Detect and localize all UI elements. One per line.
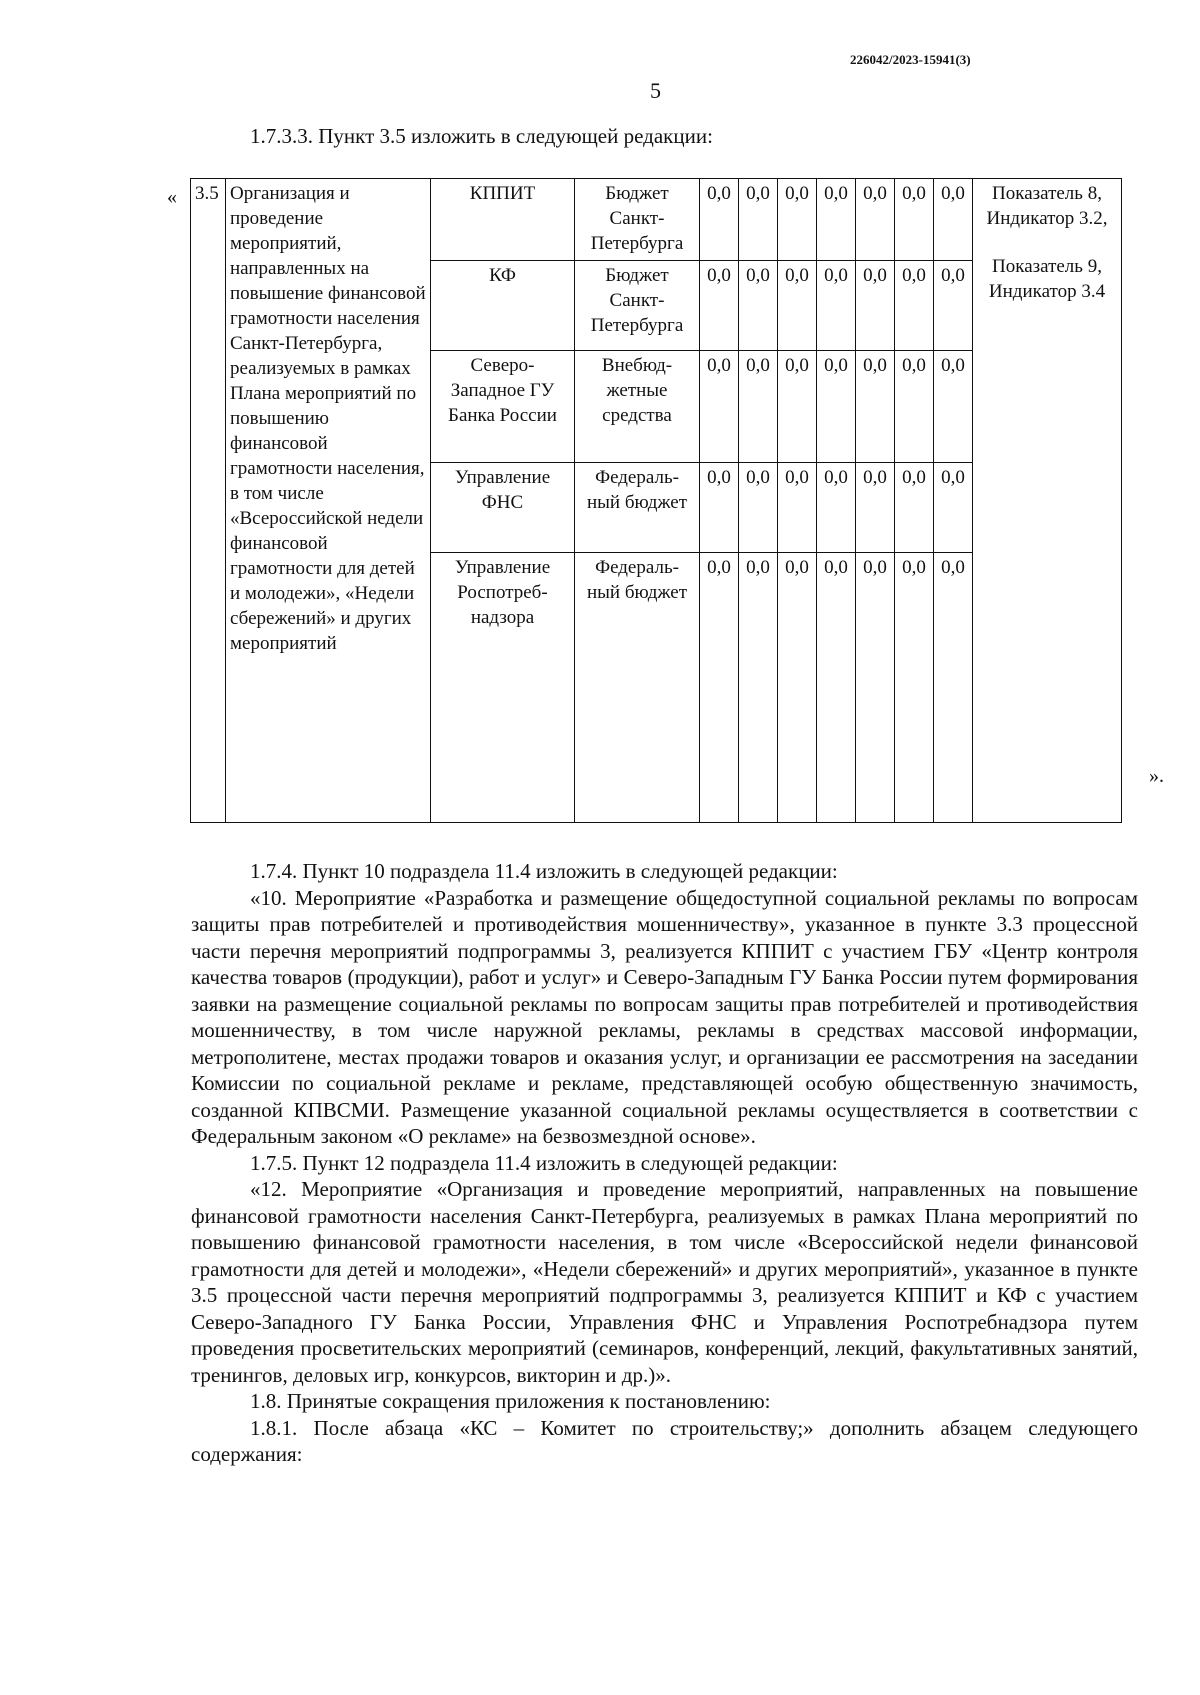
value-cell: 0,0 — [934, 553, 973, 823]
source-cell: Федераль-ный бюджет — [575, 463, 700, 553]
value-cell: 0,0 — [934, 261, 973, 351]
executor-cell: Управление ФНС — [431, 463, 575, 553]
value-cell: 0,0 — [895, 261, 934, 351]
activity-table — [190, 178, 1122, 823]
value-cell: 0,0 — [856, 179, 895, 261]
document-body — [191, 858, 1138, 1468]
close-quote: ». — [1149, 765, 1164, 787]
value-cell: 0,0 — [778, 463, 817, 553]
executor-cell: Управление Роспотреб-надзора — [431, 553, 575, 823]
value-cell: 0,0 — [856, 463, 895, 553]
value-cell: 0,0 — [934, 179, 973, 261]
source-cell: Бюджет Санкт-Петербурга — [575, 179, 700, 261]
page-number: 5 — [650, 78, 661, 103]
value-cell: 0,0 — [817, 261, 856, 351]
indicator-second: Показатель 9, Индикатор 3.4 — [988, 256, 1106, 302]
paragraph-1-8: 1.8. Принятые сокращения приложения к постановлению: — [250, 1389, 771, 1413]
value-cell: 0,0 — [778, 351, 817, 463]
value-cell: 0,0 — [934, 351, 973, 463]
value-cell: 0,0 — [739, 463, 778, 553]
value-cell: 0,0 — [895, 351, 934, 463]
executor-cell: Северо-Западное ГУ Банка России — [431, 351, 575, 463]
value-cell: 0,0 — [700, 261, 739, 351]
source-cell: Бюджет Санкт-Петербурга — [575, 261, 700, 351]
executor-cell: КППИТ — [431, 179, 575, 261]
value-cell: 0,0 — [739, 553, 778, 823]
value-cell: 0,0 — [778, 553, 817, 823]
indicators-cell — [973, 179, 1122, 823]
value-cell: 0,0 — [895, 553, 934, 823]
value-cell: 0,0 — [817, 351, 856, 463]
paragraph-1-8-1: 1.8.1. После абзаца «КС – Комитет по строительству;» дополнить абзацем следующего содержания: — [191, 1415, 1138, 1466]
value-cell: 0,0 — [739, 351, 778, 463]
value-cell: 0,0 — [856, 261, 895, 351]
value-cell: 0,0 — [700, 179, 739, 261]
value-cell: 0,0 — [700, 351, 739, 463]
value-cell: 0,0 — [856, 351, 895, 463]
table-row — [191, 179, 1122, 261]
open-quote: « — [167, 186, 177, 208]
indicator-first: Показатель 8, Индикатор 3.2, — [986, 183, 1108, 229]
value-cell: 0,0 — [778, 179, 817, 261]
value-cell: 0,0 — [934, 463, 973, 553]
source-cell: Федераль-ный бюджет — [575, 553, 700, 823]
value-cell: 0,0 — [817, 179, 856, 261]
document-id: 226042/2023-15941(3) — [850, 52, 971, 67]
value-cell: 0,0 — [817, 553, 856, 823]
value-cell: 0,0 — [856, 553, 895, 823]
value-cell: 0,0 — [700, 553, 739, 823]
value-cell: 0,0 — [700, 463, 739, 553]
value-cell: 0,0 — [895, 179, 934, 261]
paragraph-item-10: «10. Мероприятие «Разработка и размещение общедоступной социальной рекламы по вопросам защиты прав потребителей и противодействия мошенничеству», указанное в пункте 3.3 процессной части перечня мероприятий подпрограммы 3, реализуется КППИТ с участием ГБУ «Центр контроля качества товаров (продукции), работ и услуг» и Северо-Западным ГУ Банка России путем формирования заявки на размещение социальной рекламы по вопросам защиты прав потребителей и противодействия мошенничеству, в том числе наружной рекламы, рекламы в средствах массовой информации, метрополитене, местах продажи товаров и оказания услуг, и организации ее рассмотрения на заседании Комиссии по социальной рекламе и рекламе, представляющей особую общественную значимость, созданной КПВСМИ. Размещение указанной социальной рекламы осуществляется в соответствии с Федеральным законом «О рекламе» на безвозмездной основе». — [191, 885, 1138, 1148]
executor-cell: КФ — [431, 261, 575, 351]
section-heading: 1.7.3.3. Пункт 3.5 изложить в следующей редакции: — [250, 124, 713, 148]
paragraph-1-7-4: 1.7.4. Пункт 10 подраздела 11.4 изложить в следующей редакции: — [250, 859, 838, 883]
paragraph-1-7-5: 1.7.5. Пункт 12 подраздела 11.4 изложить в следующей редакции: — [250, 1150, 838, 1175]
value-cell: 0,0 — [895, 463, 934, 553]
item-number: 3.5 — [191, 179, 226, 823]
paragraph-item-12: «12. Мероприятие «Организация и проведение мероприятий, направленных на повышение финансовой грамотности населения Санкт-Петербурга, реализуемых в рамках Плана мероприятий по повышению финансовой грамотности населения, в том числе «Всероссийской недели финансовой грамотности для детей и молодежи», «Недели сбережений» и других мероприятий», указанное в пункте 3.5 процессной части перечня мероприятий подпрограммы 3, реализуется КППИТ и КФ с участием Северо-Западного ГУ Банка России, Управления ФНС и Управления Роспотребнадзора путем проведения просветительских мероприятий (семинаров, конференций, лекций, факультативных занятий, тренингов, деловых игр, конкурсов, викторин и др.)». — [191, 1177, 1138, 1387]
source-cell: Внебюд-жетные средства — [575, 351, 700, 463]
item-name: Организация и проведение мероприятий, направленных на повышение финансовой грамотности населения Санкт-Петербурга, реализуемых в рамках Плана мероприятий по повышению финансовой грамотности населения, в том числе «Всероссийской недели финансовой грамотности для детей и молодежи», «Недели сбережений» и других мероприятий — [226, 179, 431, 823]
value-cell: 0,0 — [778, 261, 817, 351]
value-cell: 0,0 — [739, 261, 778, 351]
value-cell: 0,0 — [739, 179, 778, 261]
value-cell: 0,0 — [817, 463, 856, 553]
